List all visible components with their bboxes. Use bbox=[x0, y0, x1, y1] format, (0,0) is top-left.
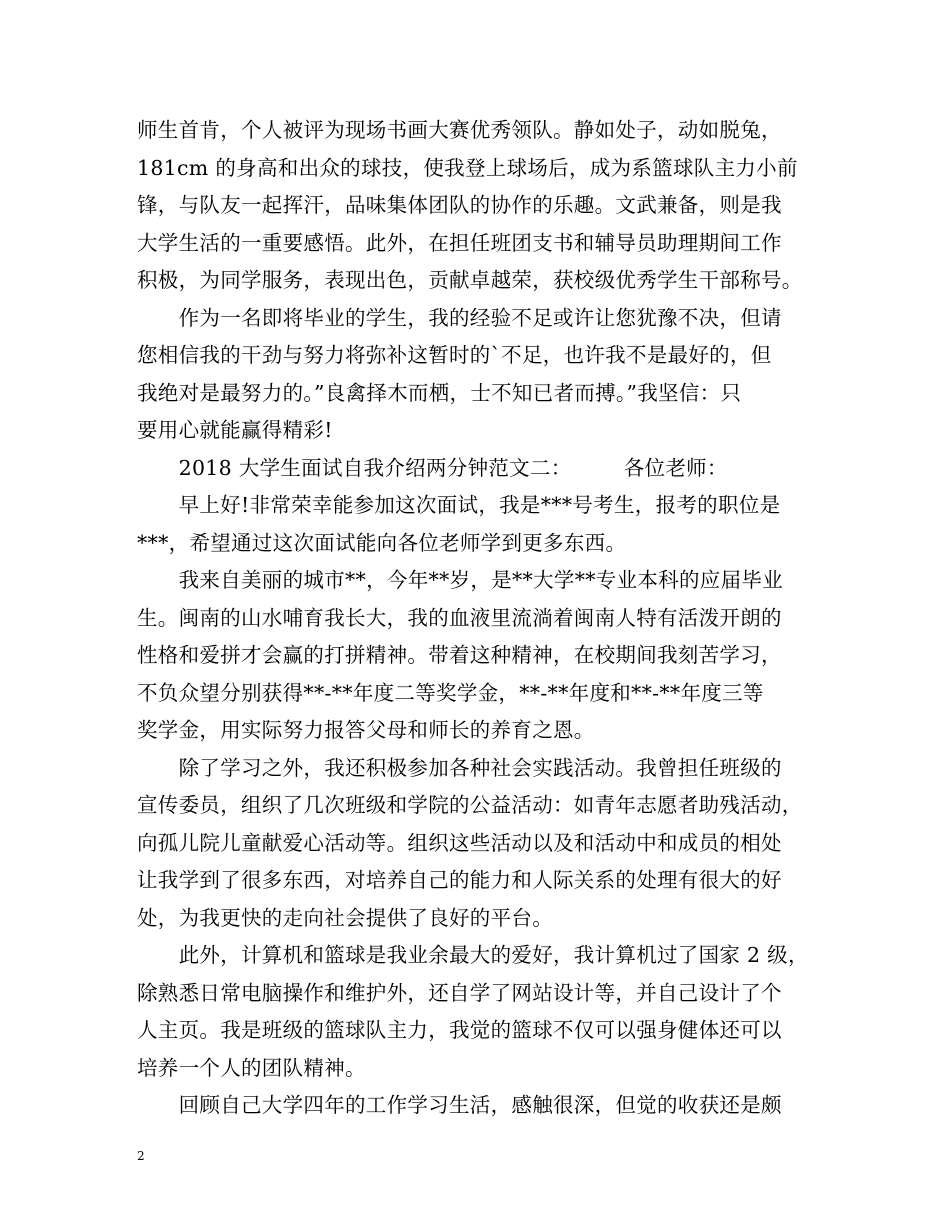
text-line: 处，为我更快的走向社会提供了良好的平台。 bbox=[137, 905, 553, 930]
text-line: 性格和爱拼才会赢的打拼精神。带着这种精神，在校期间我刻苦学习， bbox=[137, 643, 782, 667]
text-line: 我绝对是最努力的。”良禽择木而栖，士不知已者而搏。”我坚信：只 bbox=[137, 380, 742, 405]
text-line: 除熟悉日常电脑操作和维护外，还自学了网站设计等，并自己设计了个 bbox=[137, 980, 782, 1005]
text-line: 生。闽南的山水哺育我长大，我的血液里流淌着闽南人特有活泼开朗的 bbox=[137, 605, 782, 630]
page-number: 2 bbox=[137, 1149, 145, 1163]
text-line: 除了学习之外，我还积极参加各种社会实践活动。我曾担任班级的 bbox=[137, 755, 782, 780]
text-line: 大学生活的一重要感悟。此外，在担任班团支书和辅导员助理期间工作 bbox=[137, 230, 782, 255]
text-line: 宣传委员，组织了几次班级和学院的公益活动：如青年志愿者助残活动， bbox=[137, 793, 803, 817]
text-line: 作为一名即将毕业的学生，我的经验不足或许让您犹豫不决，但请 bbox=[137, 305, 782, 330]
text-line: 早上好!非常荣幸能参加这次面试，我是***号考生，报考的职位是 bbox=[137, 493, 781, 517]
text-line: 您相信我的干劲与努力将弥补这暂时的`不足，也许我不是最好的，但 bbox=[137, 343, 772, 367]
text-line: 让我学到了很多东西，对培养自己的能力和人际关系的处理有很大的好 bbox=[137, 868, 782, 892]
text-line: 要用心就能赢得精彩! bbox=[137, 418, 333, 442]
text-line: 181cm 的身高和出众的球技，使我登上球场后，成为系篮球队主力小前 bbox=[137, 155, 798, 180]
text-line: 积极，为同学服务，表现出色，贡献卓越荣，获校级优秀学生干部称号。 bbox=[137, 268, 803, 292]
text-line: 人主页。我是班级的篮球队主力，我觉的篮球不仅可以强身健体还可以 bbox=[137, 1018, 782, 1042]
text-line: 向孤儿院儿童献爱心活动等。组织这些活动以及和活动中和成员的相处 bbox=[137, 830, 782, 855]
text-line: 回顾自己大学四年的工作学习生活，感触很深，但觉的收获还是颇 bbox=[137, 1093, 782, 1117]
text-line: 此外，计算机和篮球是我业余最大的爱好，我计算机过了国家 2 级， bbox=[137, 943, 809, 967]
section-heading-line: 2018 大学生面试自我介绍两分钟范文二： 各位老师： bbox=[137, 455, 728, 480]
body-text bbox=[137, 112, 827, 1125]
text-line: 我来自美丽的城市**，今年**岁，是**大学**专业本科的应届毕业 bbox=[137, 568, 783, 592]
text-line: ***，希望通过这次面试能向各位老师学到更多东西。 bbox=[137, 530, 627, 555]
text-line: 师生首肯，个人被评为现场书画大赛优秀领队。静如处子，动如脱兔， bbox=[137, 118, 782, 142]
text-line: 培养一个人的团队精神。 bbox=[137, 1055, 366, 1080]
text-line: 奖学金，用实际努力报答父母和师长的养育之恩。 bbox=[137, 718, 595, 742]
text-line: 不负众望分别获得**-**年度二等奖学金，**-**年度和**-**年度三等 bbox=[137, 680, 764, 705]
text-line: 锋，与队友一起挥汗，品味集体团队的协作的乐趣。文武兼备，则是我 bbox=[137, 193, 782, 217]
